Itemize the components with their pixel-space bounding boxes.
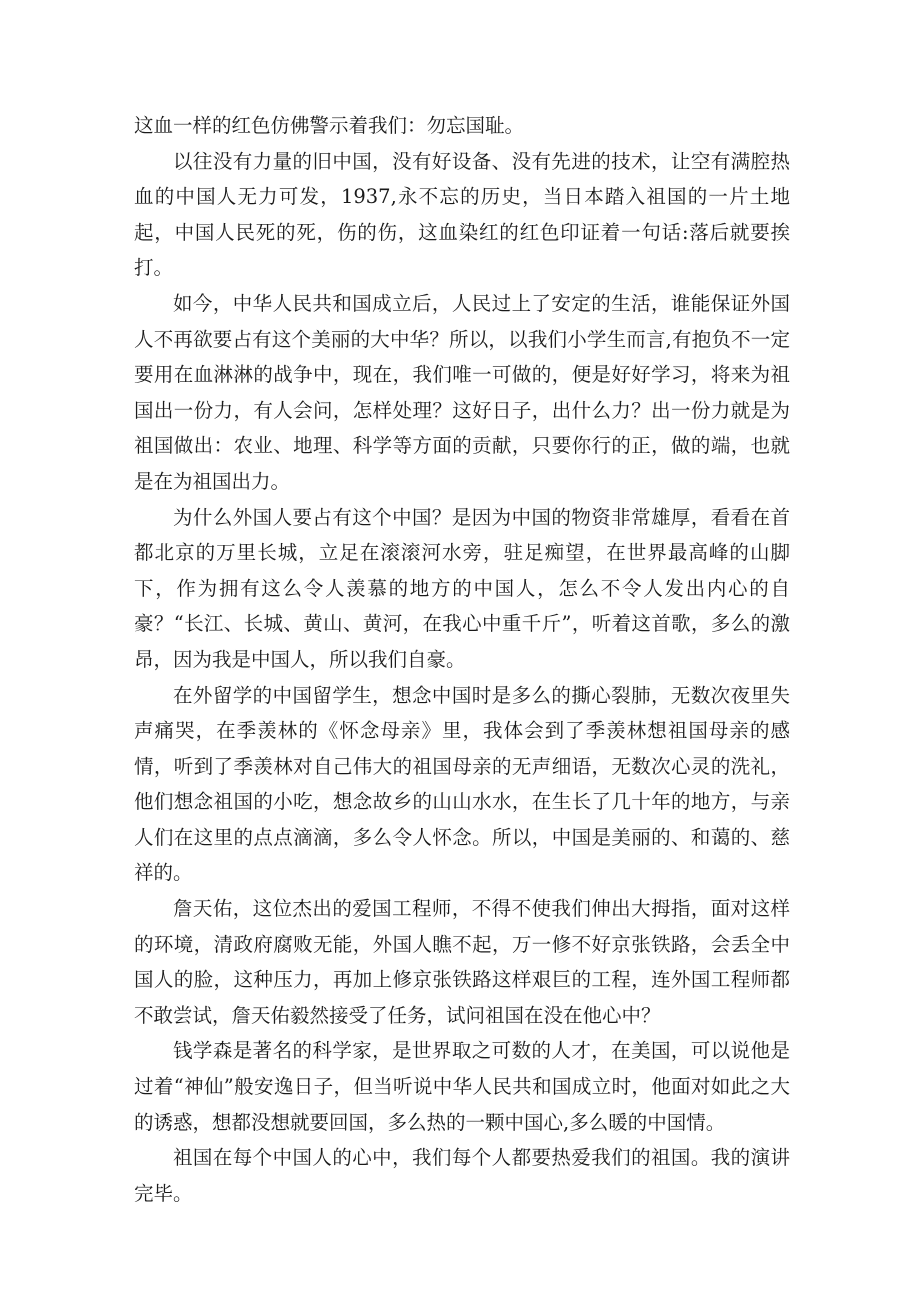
paragraph-6: 詹天佑，这位杰出的爱国工程师，不得不使我们伸出大拇指，面对这样的环境，清政府腐败无能，外国人瞧不起，万一修不好京张铁路，会丢全中国人的脸，这种压力，再加上修京张铁路这样艰巨的工程，连外国工程师都不敢尝试，詹天佑毅然接受了任务，试问祖国在没在他心中？: [134, 897, 790, 1027]
speech-body: [134, 108, 790, 1211]
paragraph-3: 如今，中华人民共和国成立后，人民过上了安定的生活，谁能保证外国人不再欲要占有这个美丽的大中华？所以，以我们小学生而言,有抱负不一定要用在血淋淋的战争中，现在，我们唯一可做的，便是好好学习，将来为祖国出一份力，有人会问，怎样处理？这好日子，出什么力？出一份力就是为祖国做出：农业、地理、科学等方面的贡献，只要你行的正，做的端，也就是在为祖国出力。: [134, 291, 790, 493]
paragraph-4: 为什么外国人要占有这个中国？是因为中国的物资非常雄厚，看看在首都北京的万里长城，立足在滚滚河水旁，驻足痴望，在世界最高峰的山脚下，作为拥有这么令人羡慕的地方的中国人，怎么不令人发出内心的自豪？“长江、长城、黄山、黄河，在我心中重千斤”，听着这首歌，多么的激昂，因为我是中国人，所以我们自豪。: [134, 505, 790, 671]
paragraph-8: 祖国在每个中国人的心中，我们每个人都要热爱我们的祖国。我的演讲完毕。: [134, 1146, 790, 1205]
paragraph-2: 以往没有力量的旧中国，没有好设备、没有先进的技术，让空有满腔热血的中国人无力可发，1937,永不忘的历史，当日本踏入祖国的一片土地起，中国人民死的死，伤的伤，这血染红的红色印证着一句话:落后就要挨打。: [134, 149, 790, 280]
paragraph-1: 这血一样的红色仿佛警示着我们：勿忘国耻。: [134, 114, 525, 137]
paragraph-5: 在外留学的中国留学生，想念中国时是多么的撕心裂肺，无数次夜里失声痛哭，在季羡林的《怀念母亲》里，我体会到了季羡林想祖国母亲的感情，听到了季羡林对自己伟大的祖国母亲的无声细语，无数次心灵的洗礼，他们想念祖国的小吃，想念故乡的山山水水，在生长了几十年的地方，与亲人们在这里的点点滴滴，多么令人怀念。所以，中国是美丽的、和蔼的、慈祥的。: [134, 683, 790, 885]
paragraph-7: 钱学森是著名的科学家，是世界取之可数的人才，在美国，可以说他是过着“神仙”般安逸日子，但当听说中华人民共和国成立时，他面对如此之大的诱惑，想都没想就要回国，多么热的一颗中国心,多么暖的中国情。: [134, 1039, 790, 1134]
